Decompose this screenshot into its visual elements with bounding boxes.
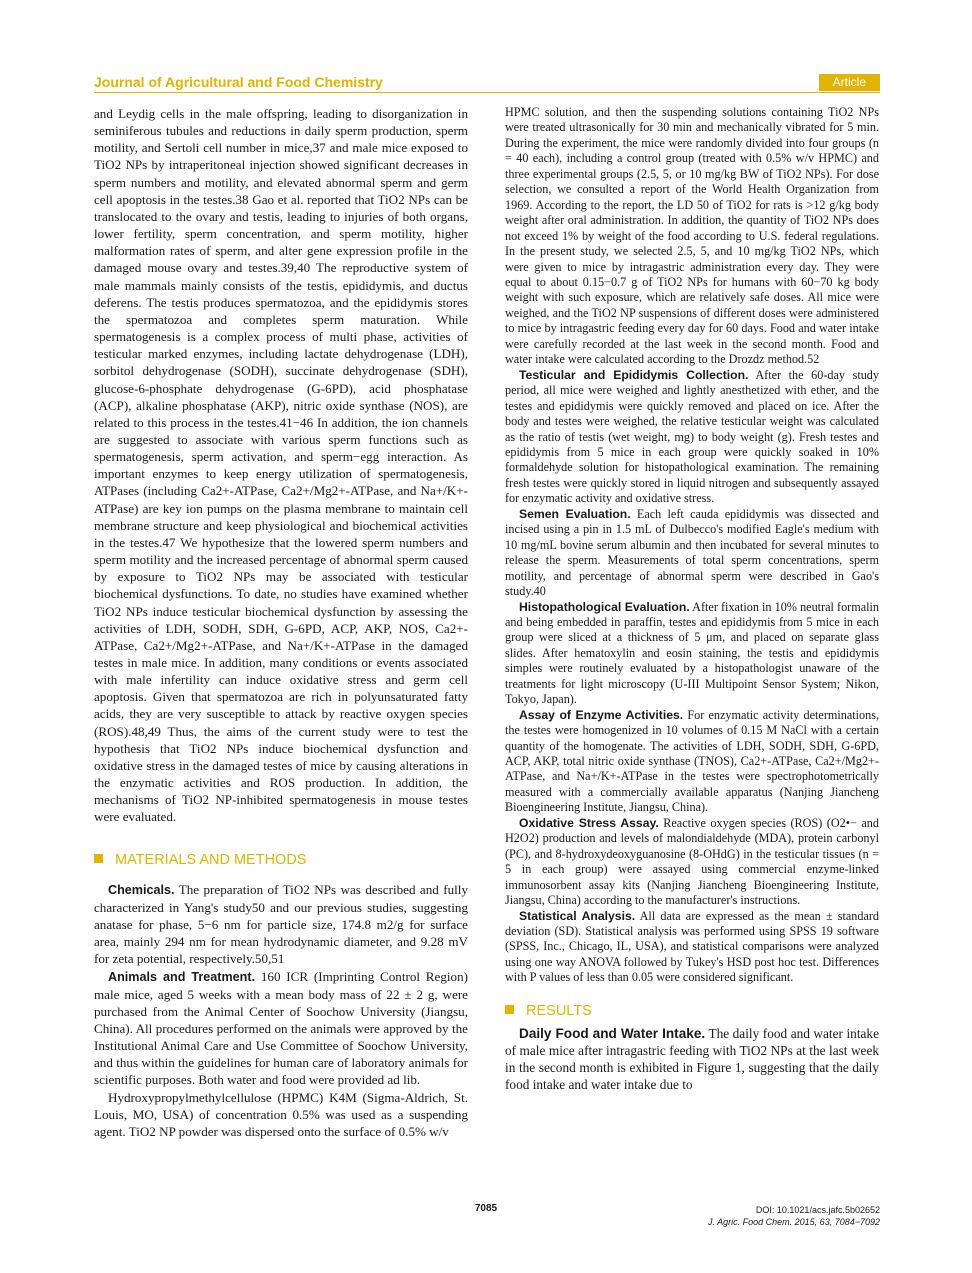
semen-paragraph: Semen Evaluation. Each left cauda epididymis was dissected and incised using a pin in 1.5 mL of Dulbecco's modified Eagle's medium with 10 mg/mL bovine serum albumin and then incubated for several minutes to release the sperm. Measurements of total sperm concentrations, sperm motility, and percentage of abnormal sperm were described in Gao's study.40 [505, 506, 880, 599]
page-header [94, 74, 880, 93]
histo-paragraph: Histopathological Evaluation. After fixation in 10% neutral formalin and being embedded in paraffin, testes and epididymis from 5 mice in each group were sliced at a thickness of 5 μm, and placed on separate glass slides. After hematoxylin and eosin staining, the testis and epididymis simples were routinely evaluated by a histopathologist unaware of the treatments for light microscopy (U-III Multipoint Sensor System; Nikon, Tokyo, Japan). [505, 599, 879, 707]
journal-title: Journal of Agricultural and Food Chemistry [94, 74, 383, 90]
section-square-icon [505, 1005, 514, 1014]
testicular-paragraph: Testicular and Epididymis Collection. After the 60-day study period, all mice were weighed and lightly anesthetized with ether, and the testes and epididymis were quickly removed and placed on ice. After the body and testes were weighed, the relative testicular weight was calculated as the ratio of testis (wet weight, mg) to body weight (g). Fresh testes and epididymis from 5 mice in each group were quickly soaked in 10% formaldehyde solution for histopathological examination. The remaining fresh testes were quickly stored in liquid nitrogen and subsequently assayed for enzymatic activity and oxidative stress. [505, 367, 879, 506]
stat-paragraph: Statistical Analysis. All data are expressed as the mean ± standard deviation (SD). Statistical analysis was performed using SPSS 19 software (SPSS, Inc., Chicago, IL, USA), and statistical comparisons were analyzed using one way ANOVA followed by Tukey's HSD post hoc test. Differences with P values of less than 0.05 were considered significant. [505, 908, 880, 985]
journal-citation: J. Agric. Food Chem. 2015, 63, 7084−7092 [707, 1217, 880, 1227]
intro-paragraph: and Leydig cells in the male offspring, leading to disorganization in seminiferous tubules and reductions in daily sperm production, sperm motility, and Sertoli cell number in mice,37 and male mice exposed to TiO2 NPs by intraperitoneal injection showed significant decreases in sperm numbers and motility, and elevated abnormal sperm and germ cell apoptosis in the testes.38 Gao et al. reported that TiO2 NPs can be translocated to the ovary and testis, leading to injuries of both organs, lower fertility, sperm concentration, and sperm motility, higher malformation rates of sperm, and alter gene expression profile in the damaged mouse ovary and testes.39,40 The reproductive system of male mammals mainly consists of the testis, epididymis, and ductus deferens. The testis produces spermatozoa, and the epididymis stores the spermatozoa and completes sperm maturation. While spermatogenesis is a complex process of multi phase, activities of testicular marked enzymes, including lactate dehydrogenase (LDH), sorbitol dehydrogenase (SODH), succinate dehydrogenase (SDH), glucose-6-phosphate dehydrogenase (G-6PD), acid phosphatase (ACP), alkaline phosphatase (AKP), nitric oxide synthase (NOS), are related to this process in the testes.41−46 In addition, the ion channels are suggested to associate with various sperm functions such as spermatogenesis, sperm activation, and sperm−egg interaction. As important enzymes to keep energy utilization of spermatogenesis, ATPases (including Ca2+-ATPase, Ca2+/Mg2+-ATPase, and Na+/K+-ATPase) are key ion pumps on the plasma membrane to maintain cell membrane structure and keep physiological and biochemical activities in the testes.47 We hypothesize that the lowered sperm numbers and sperm motility and the increased percentage of abnormal sperm caused by exposure to TiO2 NPs may be associated with testicular biochemical dysfunctions. To date, no studies have examined whether TiO2 NPs induce testicular biochemical dysfunction by assessing the activities of LDH, SODH, SDH, G-6PD, ACP, AKP, NOS, Ca2+-ATPase, Ca2+/Mg2+-ATPase, and Na+/K+-ATPase in the damaged testes in male mice. In addition, many conditions or events associated with male infertility can induce oxidative stress and germ cell apoptosis. Given that spermatozoa are rich in polyunsaturated fatty acids, they are very susceptible to attack by reactive oxygen species (ROS).48,49 Thus, the aims of the current study were to test the hypothesis that TiO2 NPs induce biochemical dysfunction and oxidative stress in the damaged testes of mice by causing alterations in the enzymatic activities and ROS production. In addition, the mechanisms of TiO2 NP-inhibited spermatogenesis in mouse testes were evaluated. [94, 106, 468, 825]
results-section-heading: RESULTS [505, 1004, 879, 1019]
right-column [505, 105, 879, 1093]
article-badge: Article [819, 74, 880, 91]
left-column [94, 105, 468, 1140]
section-square-icon [94, 854, 103, 863]
doi-link[interactable]: DOI: 10.1021/acs.jafc.5b02652 [755, 1205, 880, 1215]
hpmc-paragraph: Hydroxypropylmethylcellulose (HPMC) K4M (Sigma-Aldrich, St. Louis, MO, USA) of concentration 0.5% was used as a suspending agent. TiO2 NP powder was dispersed onto the surface of 0.5% w/v [94, 1089, 468, 1139]
page-number: 7085 [474, 1203, 498, 1214]
results-block [505, 1025, 879, 1093]
methods-section-heading: MATERIALS AND METHODS [94, 852, 468, 869]
animals-paragraph: Animals and Treatment. 160 ICR (Imprinting Control Region) male mice, aged 5 weeks with a mean body mass of 22 ± 2 g, were purchased from the Animal Center of Soochow University (Jiangsu, China). All procedures performed on the animals were approved by the Institutional Animal Care and Use Committee of Soochow University, and thus within the guidelines for human care of laboratory animals for scientific purposes. Both water and food were provided ad lib. [94, 968, 468, 1088]
daily-intake-paragraph: Daily Food and Water Intake. The daily food and water intake of male mice after intragastric feeding with TiO2 NPs at the last week in the second month is exhibited in Figure 1, suggesting that the daily food intake and water intake due to [505, 1026, 879, 1093]
footer-citation [708, 1204, 880, 1228]
dose-paragraph: HPMC solution, and then the suspending solutions containing TiO2 NPs were treated ultrasonically for 30 min and mechanically vibrated for 5 min. During the experiment, the mice were randomly divided into four groups (n = 40 each), including a control group (treated with 0.5% w/v HPMC) and three experimental groups (2.5, 5, or 10 mg/kg BW of TiO2 NPs). For dose selection, we consulted a report of the World Health Organization from 1969. According to the report, the LD 50 of TiO2 for rats is >12 g/kg body weight after oral administration. In addition, the quantity of TiO2 NPs does not exceed 1% by weight of the food according to U.S. federal regulations. In the present study, we selected 2.5, 5, and 10 mg/kg TiO2 NPs, which were given to mice by intragastric administration every day. They were equal to about 0.15−0.7 g of TiO2 NPs for humans with 60−70 kg body weight with such exposure, which are relatively safe doses. All mice were weighed, and the TiO2 NP suspensions of different doses were administered to mice by intragastric feeding every day for 60 days. Food and water intake were carefully recorded at the last week in the second month. Food and water intake were calculated according to the Drozdz method.52 [505, 105, 879, 367]
chemicals-paragraph: Chemicals. The preparation of TiO2 NPs was described and fully characterized in Yang's study50 and our previous studies, suggesting anatase for phase, 5−6 nm for particle size, 174.8 m2/g for surface area, mainly 294 nm for mean hydrodynamic diameter, and 9.28 mV for zeta potential, respectively.50,51 [94, 881, 468, 967]
oxid-paragraph: Oxidative Stress Assay. Reactive oxygen species (ROS) (O2•− and H2O2) production and levels of malondialdehyde (MDA), protein carbonyl (PC), and 8-hydroxydeoxyguanosine (8-OHdG) in the testicular tissues (n = 5 in each group) were assayed using commercial enzyme-linked immunosorbent assay kits (Nanjing Jiancheng Bioengineering Institute, Jiangsu, China) according to the manufacturer's instructions. [505, 815, 879, 908]
enzyme-paragraph: Assay of Enzyme Activities. For enzymatic activity determinations, the testes were homogenized in 10 volumes of 0.15 M NaCl with a certain quantity of the homogenate. The activities of LDH, SODH, SDH, G-6PD, ACP, AKP, total nitric oxide synthase (TNOS), Ca2+-ATPase, Ca2+/Mg2+-ATPase, and Na+/K+-ATPase in the testes were spectrophotometrically measured with a commercially available apparatus (Nanjing Jiancheng Bioengineering Institute, Jiangsu, China). [505, 707, 879, 815]
